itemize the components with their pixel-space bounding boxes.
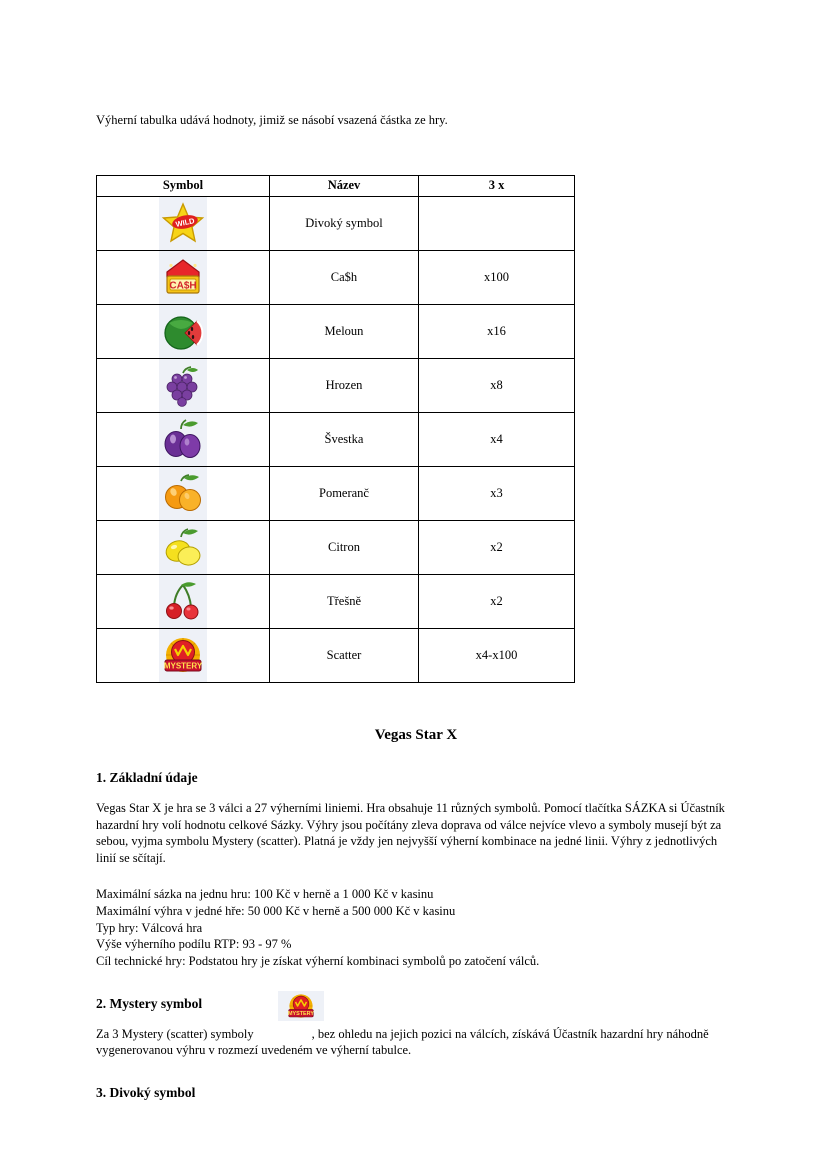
symbol-cell: [97, 466, 270, 520]
table-row: [97, 358, 575, 412]
header-name: Název: [270, 175, 419, 196]
mystery-symbol-paragraph: [96, 1010, 736, 1059]
cash-symbol: [159, 251, 207, 304]
symbol-cell: [97, 304, 270, 358]
watermelon-symbol: [159, 305, 207, 358]
spec-game-type: Typ hry: Válcová hra: [96, 920, 203, 935]
symbol-multiplier: x3: [419, 466, 575, 520]
plum-symbol: [159, 413, 207, 466]
symbol-name: Scatter: [270, 628, 419, 682]
svg-text:CA$H: CA$H: [169, 280, 197, 292]
header-multiplier: 3 x: [419, 175, 575, 196]
symbol-name: Třešně: [270, 574, 419, 628]
mystery-scatter-inline-icon: [278, 992, 328, 1026]
spec-rtp: Výše výherního podílu RTP: 93 - 97 %: [96, 937, 292, 952]
table-row: [97, 196, 575, 250]
spec-max-bet: Maximální sázka na jednu hru: 100 Kč v herně a 1 000 Kč v kasinu: [96, 887, 434, 902]
page-content: [96, 112, 736, 1101]
grapes-symbol: [159, 359, 207, 412]
specs-list: [96, 886, 736, 969]
symbol-name: Pomeranč: [270, 466, 419, 520]
mystery-scatter-symbol: [159, 629, 207, 682]
section-heading-wild-symbol: 3. Divoký symbol: [96, 1084, 196, 1100]
cherry-symbol: [159, 575, 207, 628]
spec-goal: Cíl technické hry: Podstatou hry je získat výherní kombinaci symbolů po zatočení válců.: [96, 953, 540, 968]
wild-star-symbol: [159, 197, 207, 250]
symbol-cell: [97, 520, 270, 574]
paytable-head: [97, 175, 575, 196]
header-symbol: Symbol: [97, 175, 270, 196]
mystery-text-after: , bez ohledu na jejich pozici na válcích, získává Účastník hazardní hry náhodně vygenerovanou výhru v rozmezí uvedeném ve výherní tabulce.: [96, 1026, 709, 1058]
symbol-cell: [97, 196, 270, 250]
symbol-cell: [97, 250, 270, 304]
table-row: [97, 304, 575, 358]
table-row: [97, 466, 575, 520]
symbol-name: Hrozen: [270, 358, 419, 412]
table-row: [97, 412, 575, 466]
table-row: [97, 628, 575, 682]
page-title: Vegas Star X: [374, 726, 458, 743]
table-row: [97, 574, 575, 628]
svg-text:MYSTERY: MYSTERY: [287, 1010, 315, 1017]
symbol-multiplier: x2: [419, 520, 575, 574]
symbol-name: Švestka: [270, 412, 419, 466]
symbol-multiplier: x2: [419, 574, 575, 628]
symbol-multiplier: x4-x100: [419, 628, 575, 682]
intro-paragraph: Výherní tabulka udává hodnoty, jimiž se násobí vsazená částka ze hry.: [96, 113, 448, 127]
paytable-header-row: [97, 175, 575, 196]
paytable-body: [97, 196, 575, 682]
symbol-cell: [97, 412, 270, 466]
spec-max-win: Maximální výhra v jedné hře: 50 000 Kč v herně a 500 000 Kč v kasinu: [96, 904, 456, 918]
symbol-name: Ca$h: [270, 250, 419, 304]
symbol-cell: [97, 574, 270, 628]
table-row: [97, 250, 575, 304]
lemon-symbol: [159, 521, 207, 574]
svg-text:MYSTERY: MYSTERY: [163, 661, 203, 671]
section-heading-mystery-symbol: 2. Mystery symbol: [96, 995, 203, 1011]
symbol-cell: [97, 358, 270, 412]
symbol-cell: [97, 628, 270, 682]
symbol-name: Divoký symbol: [270, 196, 419, 250]
symbol-multiplier: x8: [419, 358, 575, 412]
symbol-name: Citron: [270, 520, 419, 574]
basic-info-paragraph: Vegas Star X je hra se 3 válci a 27 výherními liniemi. Hra obsahuje 11 různých symbolů. Pomocí tlačítka SÁZKA si Účastník hazardní hry volí hodnotu celkové Sázky. Výhry jsou počítány zleva doprava od válce nejvíce vlevo a symboly musejí být za sebou, vyjma symbolu Mystery (scatter). Platná je vždy jen nejvyšší výherní kombinace na jedné linii. Výhry z jednotlivých linií se sčítají.: [96, 800, 725, 865]
orange-symbol: [159, 467, 207, 520]
symbol-multiplier: x16: [419, 304, 575, 358]
svg-text:WILD: WILD: [174, 216, 196, 230]
section-heading-basic-info: 1. Základní údaje: [96, 769, 198, 785]
symbol-name: Meloun: [270, 304, 419, 358]
mystery-text-before: Za 3 Mystery (scatter) symboly: [96, 1026, 254, 1041]
symbol-multiplier: x4: [419, 412, 575, 466]
table-row: [97, 520, 575, 574]
symbol-multiplier: x100: [419, 250, 575, 304]
paytable: [96, 175, 575, 683]
symbol-multiplier: [419, 196, 575, 250]
